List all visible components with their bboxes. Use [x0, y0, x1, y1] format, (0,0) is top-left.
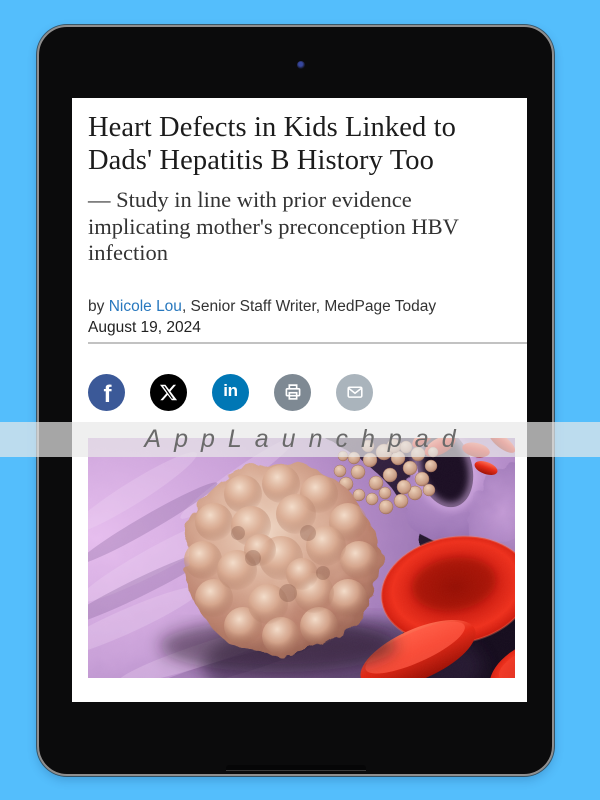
facebook-icon: f — [103, 381, 112, 408]
author-link[interactable]: Nicole Lou — [108, 297, 182, 315]
share-toolbar — [88, 374, 527, 411]
email-button[interactable] — [336, 374, 373, 411]
byline-prefix: by — [88, 297, 109, 315]
printer-icon — [282, 381, 304, 403]
article-hero-image — [88, 438, 515, 678]
watermark-overlay — [0, 422, 600, 457]
x-logo-icon — [159, 383, 178, 402]
article-subheadline: — Study in line with prior evidence implicating mother's preconception HBV infection — [88, 187, 459, 265]
article-byline — [88, 296, 515, 317]
watermark-text: AppLaunchpad — [144, 425, 469, 453]
print-button[interactable] — [274, 374, 311, 411]
share-linkedin-button[interactable] — [212, 374, 249, 411]
article-headline: Heart Defects in Kids Linked to Dads' Hepatitis B History Too — [88, 112, 456, 176]
envelope-icon — [344, 381, 366, 403]
article-date: August 19, 2024 — [88, 318, 201, 336]
share-x-button[interactable] — [150, 374, 187, 411]
byline-suffix: , Senior Staff Writer, MedPage Today — [181, 297, 437, 315]
speaker-notch — [226, 765, 366, 771]
divider — [88, 342, 527, 344]
linkedin-icon: in — [223, 381, 238, 400]
tablet-device — [37, 25, 554, 776]
front-camera-icon — [297, 61, 305, 69]
share-facebook-button[interactable] — [88, 374, 125, 411]
tablet-screen — [72, 98, 527, 702]
